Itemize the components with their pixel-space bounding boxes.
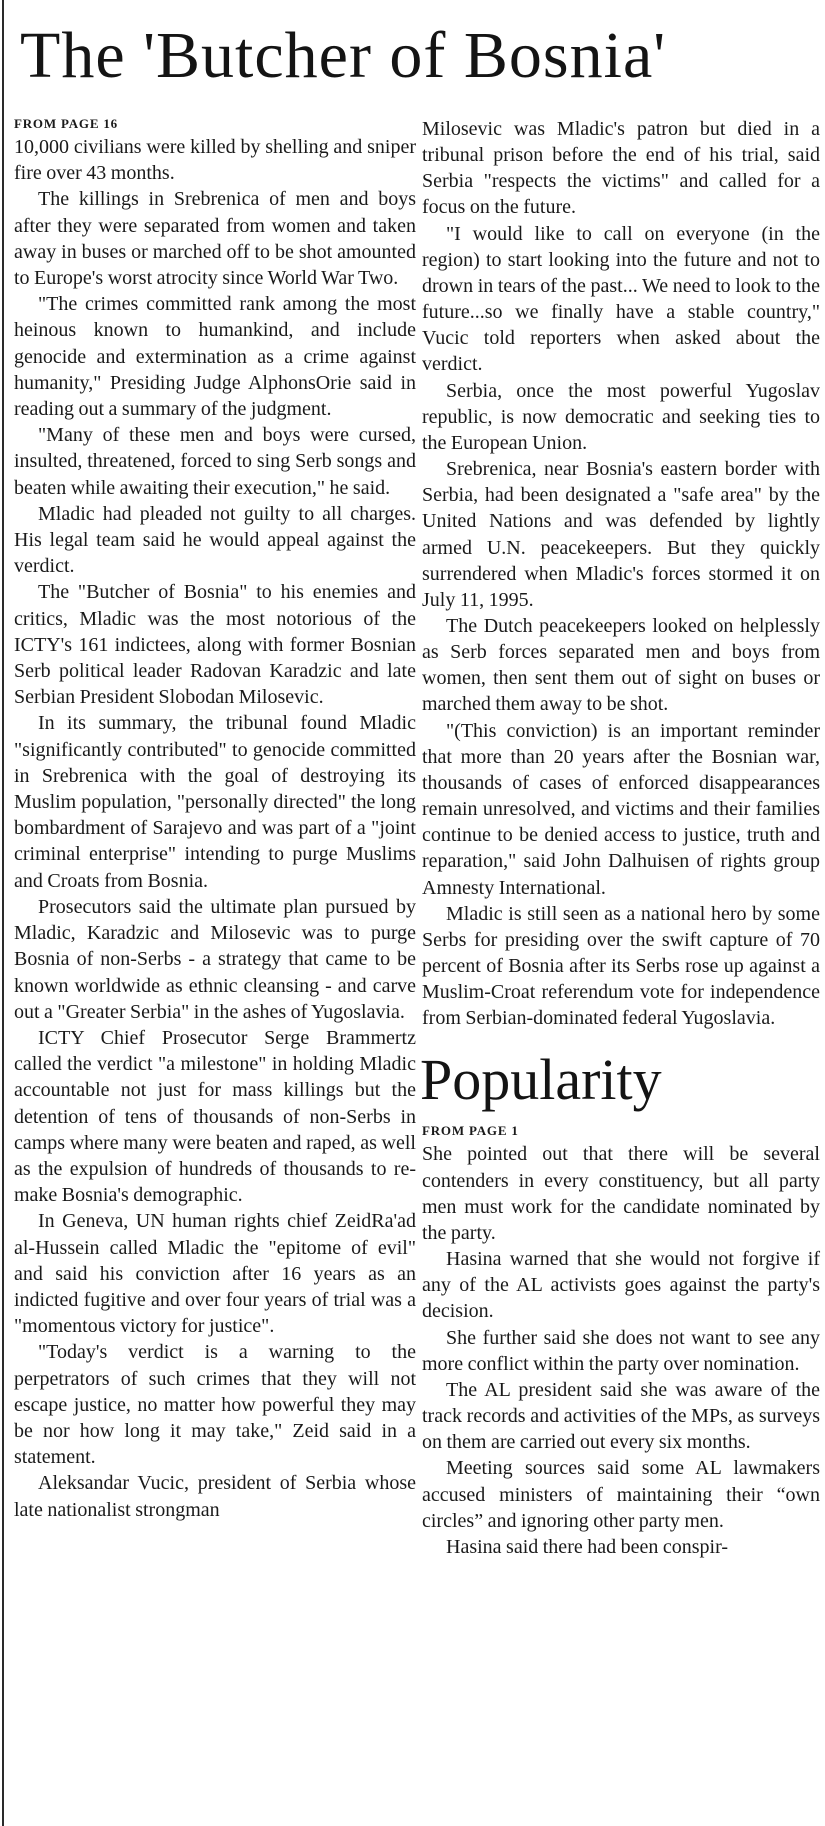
article-paragraph: Srebrenica, near Bosnia's eastern border with Serbia, had been designated a "safe area" by the United Nations and was defended by lightly armed U.N. peacekeepers. But they quickly surrendered when Mladic's forces stormed it on July 11, 1995. [422, 458, 820, 611]
article-paragraph: The "Butcher of Bosnia" to his enemies and critics, Mladic was the most notorious of the ICTY's 161 indictees, along with former Bosnian Serb political leader Radovan Karadzic and late Serbian President Slobodan Milosevic. [14, 581, 416, 709]
popularity-paragraph: The AL president said she was aware of the track records and activities of the MPs, as surveys on them are carried out every six months. [422, 1378, 820, 1454]
article-paragraph: Mladic had pleaded not guilty to all charges. His legal team said he would appeal against the verdict. [14, 502, 416, 578]
article-paragraph: ICTY Chief Prosecutor Serge Brammertz called the verdict "a milestone" in holding Mladic accountable not just for mass killings but the detention of tens of thousands of non-Serbs in camps where many were beaten and raped, as well as the expulsion of hundreds of thousands to re-make Bosnia's demographic. [14, 1026, 416, 1207]
popularity-paragraph: Hasina said there had been conspir- [446, 1535, 728, 1558]
article-paragraph: Prosecutors said the ultimate plan pursued by Mladic, Karadzic and Milosevic was to purge Bosnia of non-Serbs - a strategy that came to be known worldwide as ethnic cleansing - and carve out a "Greater Serbia" in the ashes of Yugoslavia. [14, 895, 416, 1023]
article-paragraph: "The crimes committed rank among the most heinous known to humankind, and include genocide and extermination as a crime against humanity," Presiding Judge AlphonsOrie said in reading out a summary of the judgment. [14, 293, 416, 421]
article-column-left [14, 116, 416, 1523]
article-paragraph: "Many of these men and boys were cursed, insulted, threatened, forced to sing Serb songs and beaten while awaiting their execution," he said. [14, 424, 416, 499]
column-rule [2, 0, 4, 1826]
popularity-headline: Popularity [420, 1047, 662, 1113]
article-headline: The 'Butcher of Bosnia' [20, 19, 667, 92]
article-paragraph: Milosevic was Mladic's patron but died in a tribunal prison before the end of his trial, said Serbia "respects the victims" and called for a focus on the future. [422, 118, 820, 219]
article-paragraph: "(This conviction) is an important reminder that more than 20 years after the Bosnian war, thousands of cases of enforced disappearances remain unresolved, and victims and their families continue to be denied access to justice, truth and reparation," said John Dalhuisen of rights group Amnesty International. [422, 719, 820, 899]
article-paragraph: 10,000 civilians were killed by shelling and sniper fire over 43 months. [14, 136, 416, 185]
article-paragraph: In its summary, the tribunal found Mladic "significantly contributed" to genocide committed in Srebrenica with the goal of destroying its Muslim population, "personally directed" the long bombardment of Sarajevo and was part of a "joint criminal enterprise" intending to purge Muslims and Croats from Bosnia. [14, 712, 416, 892]
article-paragraph: Aleksandar Vucic, president of Serbia whose late nationalist strongman [14, 1472, 416, 1521]
article-paragraph: In Geneva, UN human rights chief ZeidRa'ad al-Hussein called Mladic the "epitome of evil" and said his conviction after 16 years as an indicted fugitive and over four years of trial was a "momentous victory for justice". [14, 1210, 416, 1338]
popularity-paragraph: Hasina warned that she would not forgive if any of the AL activists goes against the party's decision. [422, 1248, 820, 1323]
article-dateline: FROM PAGE 16 [14, 116, 118, 131]
popularity-paragraph: She further said she does not want to see any more conflict within the party over nomination. [422, 1326, 820, 1375]
article-column-right [422, 116, 820, 1560]
article-paragraph: The killings in Srebrenica of men and boys after they were separated from women and taken away in buses or marched off to be shot amounted to Europe's worst atrocity since World War Two. [14, 188, 416, 290]
popularity-dateline: FROM PAGE 1 [422, 1123, 519, 1139]
article-paragraph: "Today's verdict is a warning to the perpetrators of such crimes that they will not escape justice, no matter how powerful they may be nor how long it may take," Zeid said in a statement. [14, 1341, 416, 1469]
popularity-paragraph: She pointed out that there will be several contenders in every constituency, but all party men must work for the candidate nominated by the party. [422, 1143, 820, 1244]
article-paragraph: The Dutch peacekeepers looked on helplessly as Serb forces separated men and boys from women, then sent them out of sight on buses or marched them away to be shot. [422, 614, 820, 716]
article-paragraph: Serbia, once the most powerful Yugoslav republic, is now democratic and seeking ties to the European Union. [422, 379, 820, 454]
article-paragraph: "I would like to call on everyone (in the region) to start looking into the future and not to drown in tears of the past... We need to look to the future...so we finally have a stable country," Vucic told reporters when asked about the verdict. [422, 222, 820, 376]
article-paragraph: Mladic is still seen as a national hero by some Serbs for presiding over the swift capture of 70 percent of Bosnia after its Serbs rose up against a Muslim-Croat referendum vote for independence from Serbian-dominated federal Yugoslavia. [422, 902, 820, 1030]
popularity-paragraph: Meeting sources said some AL lawmakers accused ministers of maintaining their “own circles” and ignoring other party men. [422, 1457, 820, 1532]
